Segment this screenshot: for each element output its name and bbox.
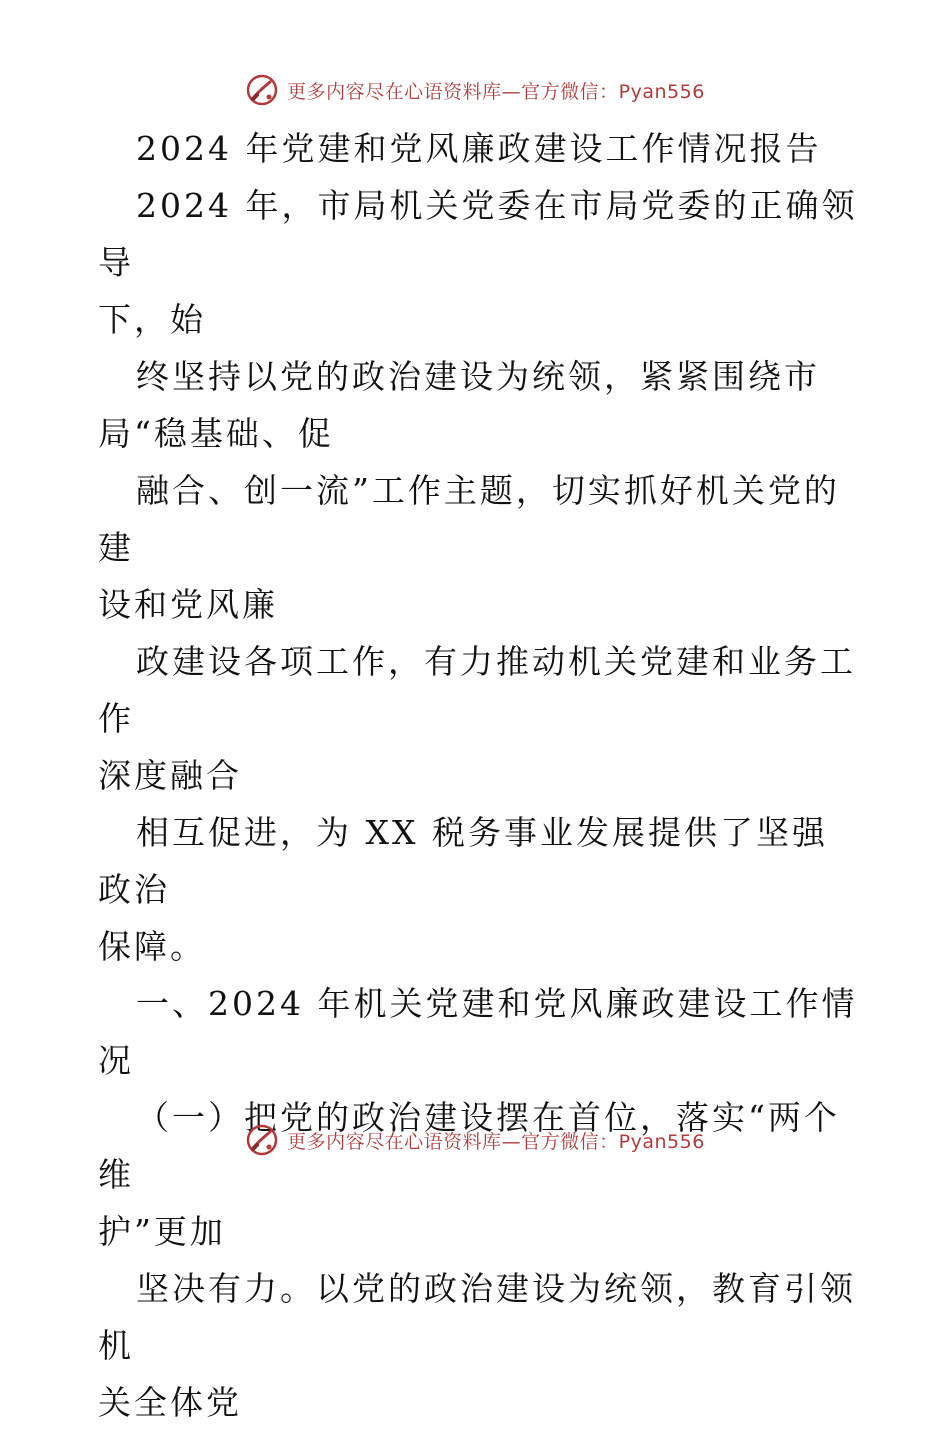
doc-line: 关全体党 [98,1383,242,1422]
watermark-footer [0,1120,950,1160]
doc-line: 设和党风廉 [98,585,278,624]
document-body [98,120,858,1431]
document-text [98,120,858,1431]
writing-brush-logo-icon [245,73,279,107]
writing-brush-logo-icon [245,1123,279,1157]
doc-line: 坚决有力。以党的政治建设为统领，教育引领机 [98,1269,856,1365]
doc-line: （一）把党的政治建设摆在首位，落实“两个维 [98,1098,840,1194]
doc-line: 相互促进，为 XX 税务事业发展提供了坚强政治 [98,813,828,909]
watermark-text: 更多内容尽在心语资料库—官方微信：Pyan556 [287,1130,705,1153]
doc-line: 局“稳基础、促 [98,414,334,453]
doc-line: 深度融合 [98,756,242,795]
doc-line: 一、2024 年机关党建和党风廉政建设工作情况 [98,984,858,1080]
doc-line: 下，始 [98,300,206,339]
watermark-header [0,70,950,110]
watermark-text: 更多内容尽在心语资料库—官方微信：Pyan556 [287,80,705,103]
doc-line: 政建设各项工作，有力推动机关党建和业务工作 [98,642,856,738]
doc-line: 融合、创一流”工作主题，切实抓好机关党的建 [98,471,840,567]
doc-line: 2024 年，市局机关党委在市局党委的正确领导 [98,186,858,282]
doc-line: 保障。 [98,927,206,966]
doc-line: 终坚持以党的政治建设为统领，紧紧围绕市 [136,357,820,396]
doc-line: 护”更加 [98,1212,226,1251]
doc-line: 2024 年党建和党风廉政建设工作情况报告 [136,129,822,168]
